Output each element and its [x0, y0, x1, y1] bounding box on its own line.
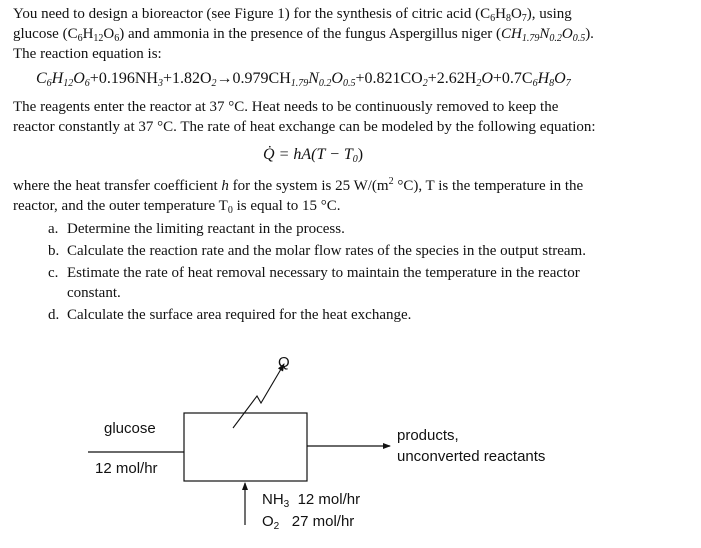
task-c-continued: constant. — [67, 285, 121, 301]
products-label: products, — [397, 427, 459, 444]
coefficient-line-1: where the heat transfer coefficient h for the system is 25 $W/(m^2$ °C), T is the temperature in the — [13, 176, 584, 194]
heat-q-label: Q — [278, 354, 290, 371]
reagents-line-2: reactor constantly at 37 °C. The rate of heat exchange can be modeled by the following equation: — [13, 119, 596, 135]
reaction-equation: $C_6H_{12}O_6+0.196NH_3+1.82O_2\to 0.979CH_{1.79}N_{0.2}O_{0.5}+0.821CO_2+2.62H_2O+0.7C_6H_8O_7$ — [36, 70, 571, 89]
glucose-label: glucose — [104, 420, 156, 437]
nh3-feed: $NH_3$ 12 mol/hr — [262, 491, 361, 510]
reactor-box — [184, 413, 307, 481]
intro-line-1: You need to design a bioreactor (see Figure 1) for the synthesis of citric acid $(C_6H_8O_7)$, using — [13, 6, 572, 24]
reagents-line-1: The reagents enter the reactor at 37 °C. Heat needs to be continuously removed to keep the — [13, 99, 559, 115]
intro-line-3: The reaction equation is: — [13, 46, 162, 62]
task-b: b. Calculate the reaction rate and the molar flow rates of the species in the output stream. — [48, 243, 586, 259]
task-c: c. Estimate the rate of heat removal necessary to maintain the temperature in the reactor — [48, 265, 580, 281]
task-d: d. Calculate the surface area required for the heat exchange. — [48, 307, 412, 323]
o2-feed: $O_2$ 27 mol/hr — [262, 513, 355, 532]
heat-equation: Q̇ = $hA(T - T_0)$ — [263, 146, 364, 165]
coefficient-line-2: reactor, and the outer temperature $T_0$ is equal to 15 °C. — [13, 198, 341, 216]
unconverted-label: unconverted reactants — [397, 448, 546, 465]
intro-line-2: glucose $(C_6H_{12}O_6)$ and ammonia in the presence of the fungus Aspergillus niger $(CH_{1.79}N_{0.2}O_{0.5})$. — [13, 26, 594, 44]
task-a: a. Determine the limiting reactant in the process. — [48, 221, 345, 237]
glucose-rate: 12 mol/hr — [95, 460, 158, 477]
